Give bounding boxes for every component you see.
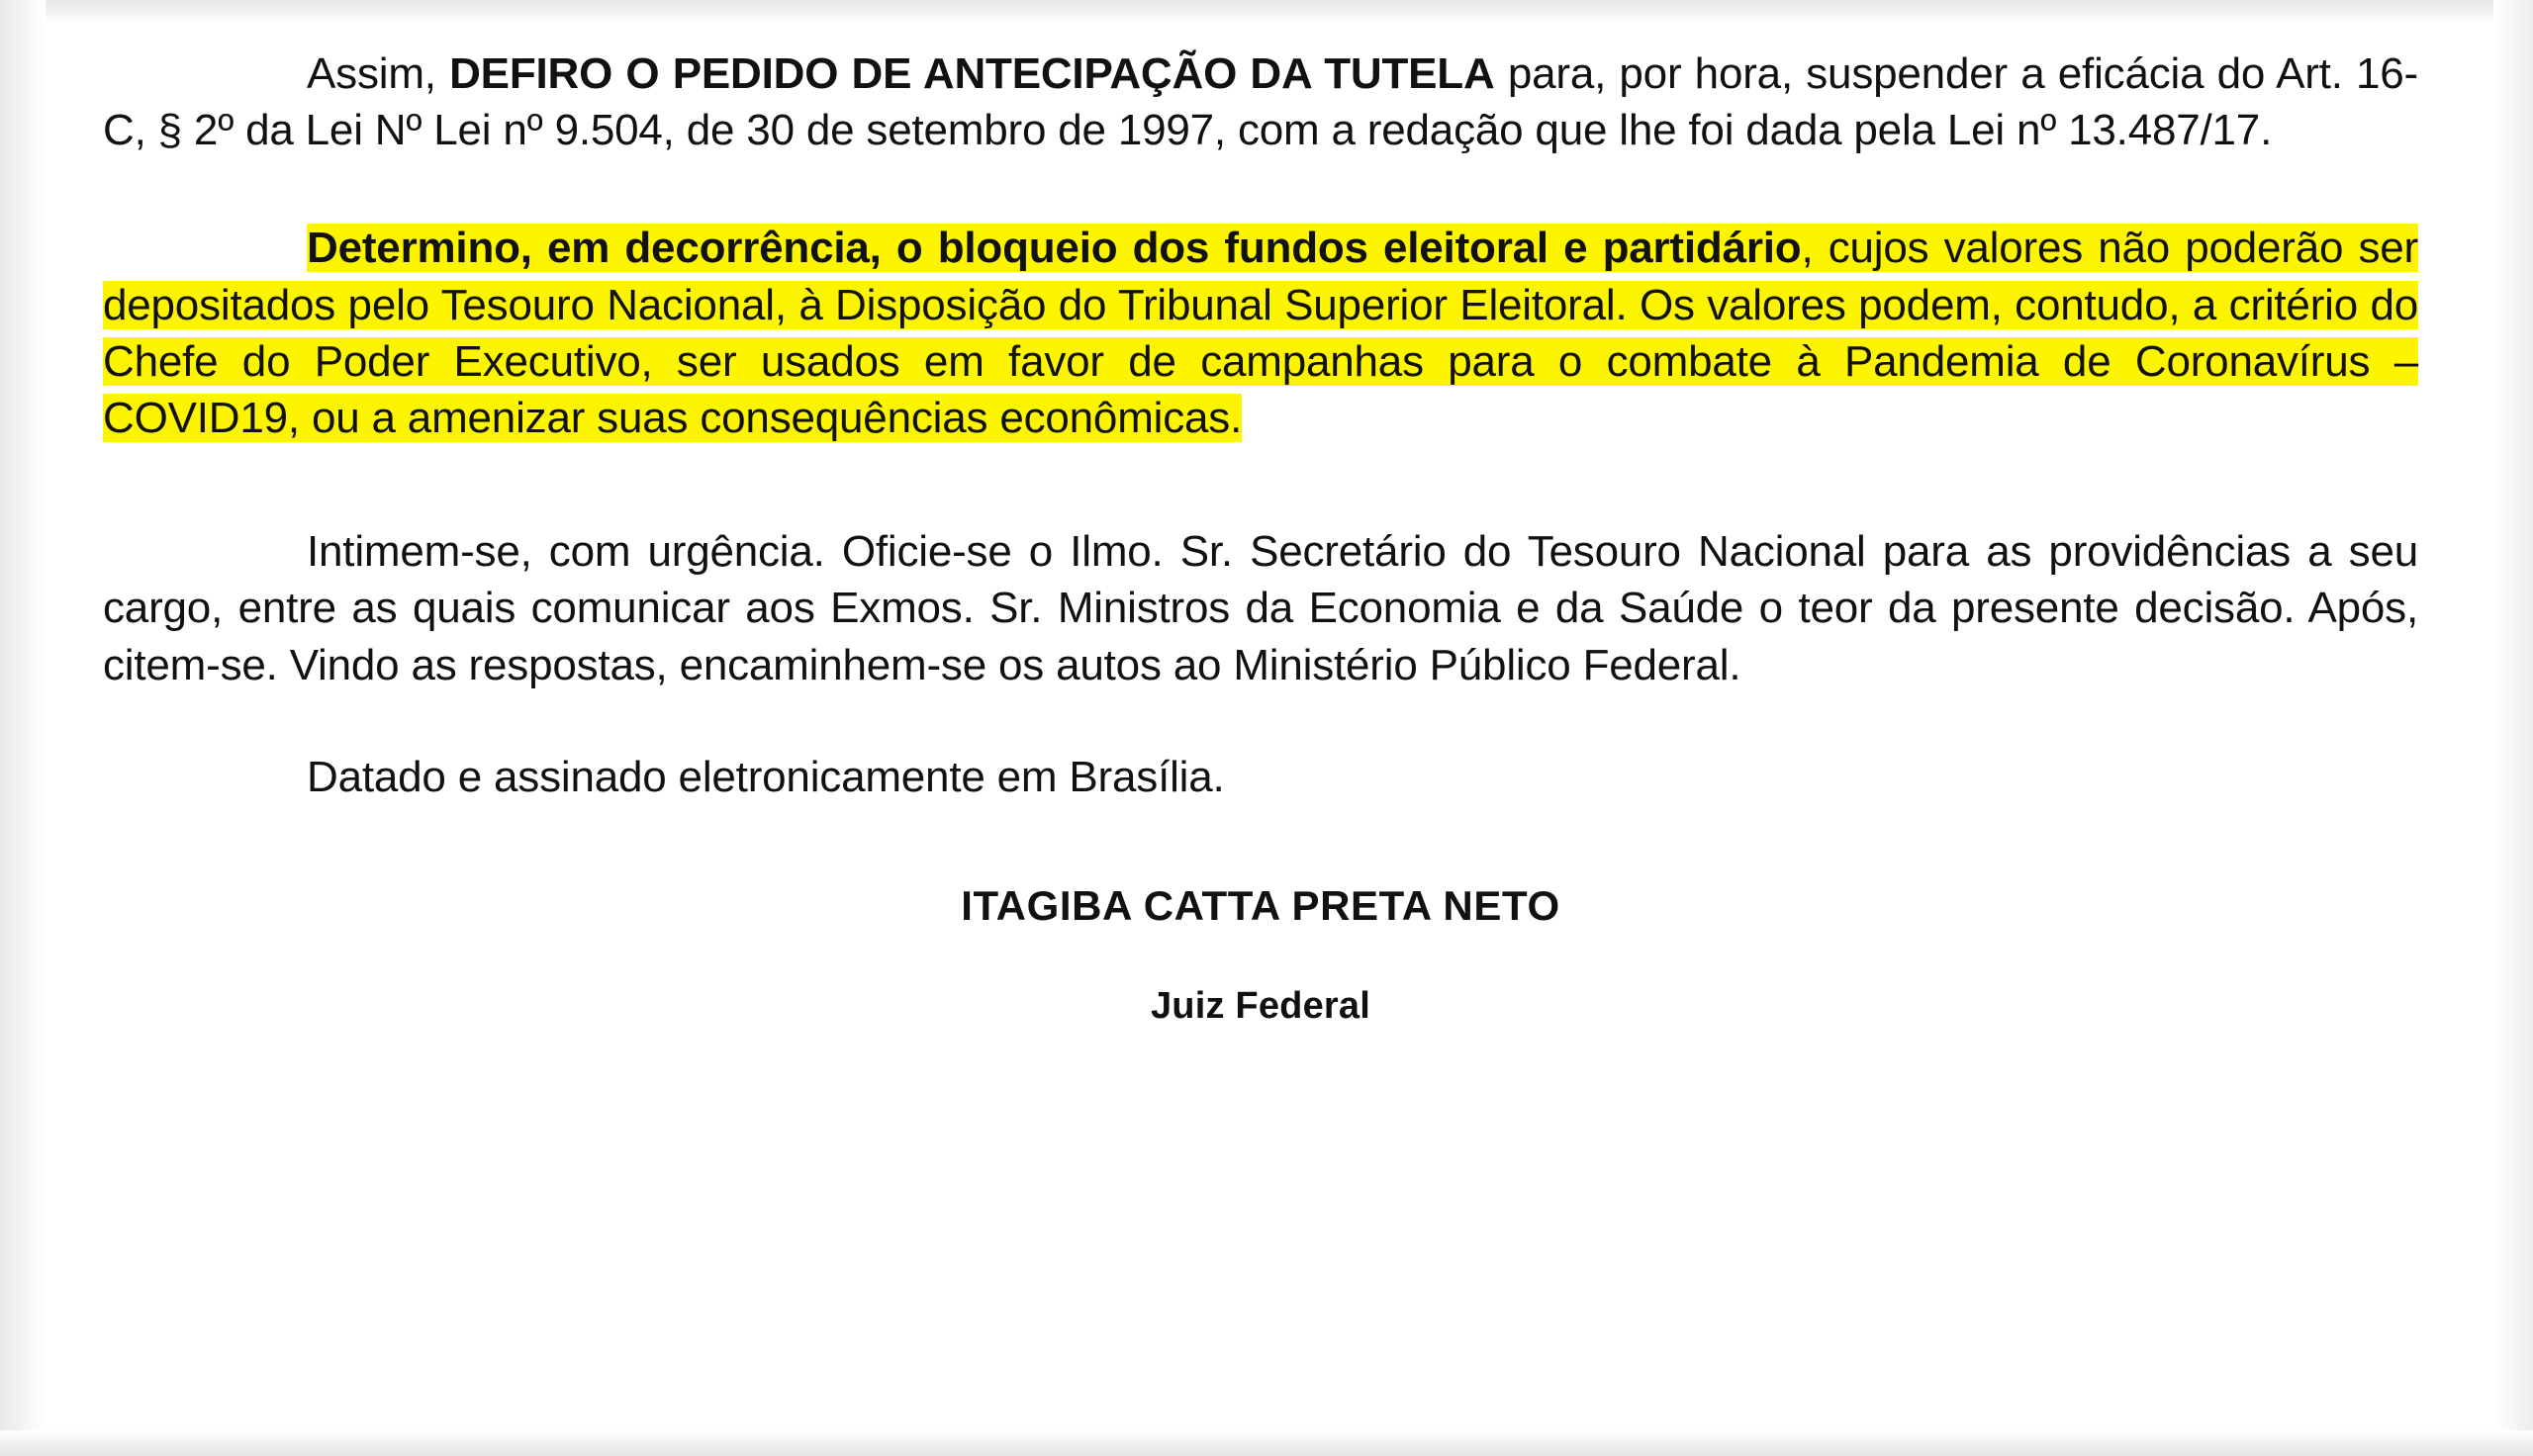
signature-role-spacer bbox=[103, 930, 2418, 985]
paragraph-deferimento bbox=[103, 46, 2418, 158]
page-edge-shadow-left bbox=[0, 0, 46, 1456]
signature-role: Juiz Federal bbox=[1150, 984, 1371, 1027]
paragraph-spacer-2 bbox=[103, 446, 2418, 523]
paragraph-determinacao-emphasis: Determino, em decorrência, o bloqueio dos fundos eleitoral e partidário bbox=[307, 224, 1802, 273]
paragraph-spacer-1 bbox=[103, 158, 2418, 220]
paragraph-deferimento-rest: para, por hora, suspender a eficácia do Art. 16-C, § 2º da Lei Nº Lei nº 9.504, de 30 de setembro de 1997, com a redação que lhe foi dada pela Lei nº 13.487/17. bbox=[103, 49, 2418, 155]
page-edge-shadow-right bbox=[2493, 0, 2533, 1456]
paragraph-spacer-3 bbox=[103, 693, 2418, 749]
paragraph-determinacao-rest: , cujos valores não poderão ser depositados pelo Tesouro Nacional, à Disposição do Tribunal Superior Eleitoral. Os valores podem, contudo, a critério do Chefe do Poder Executivo, ser usados em favor de campanhas para o combate à Pandemia de Coronavírus – COVID19, ou a amenizar suas consequências econômicas. bbox=[103, 224, 2418, 442]
paragraph-deferimento-lead: Assim, bbox=[307, 49, 450, 98]
paragraph-assinatura-local: Datado e assinado eletronicamente em Brasília. bbox=[307, 752, 1225, 801]
page-edge-shadow-bottom bbox=[0, 1430, 2533, 1456]
paragraph-determinacao bbox=[103, 220, 2418, 446]
page-edge-shadow-top bbox=[0, 0, 2533, 24]
paragraph-intimacao: Intimem-se, com urgência. Oficie-se o Ilmo. Sr. Secretário do Tesouro Nacional para as providências a seu cargo, entre as quais comunicar aos Exmos. Sr. Ministros da Economia e da Saúde o teor da presente decisão. Após, citem-se. Vindo as respostas, encaminhem-se os autos ao Ministério Público Federal. bbox=[103, 527, 2418, 689]
signature-name: ITAGIBA CATTA PRETA NETO bbox=[961, 881, 1560, 929]
signature-spacer bbox=[103, 805, 2418, 882]
document-body bbox=[103, 46, 2418, 1028]
paragraph-deferimento-emphasis: DEFIRO O PEDIDO DE ANTECIPAÇÃO DA TUTELA bbox=[449, 49, 1495, 98]
